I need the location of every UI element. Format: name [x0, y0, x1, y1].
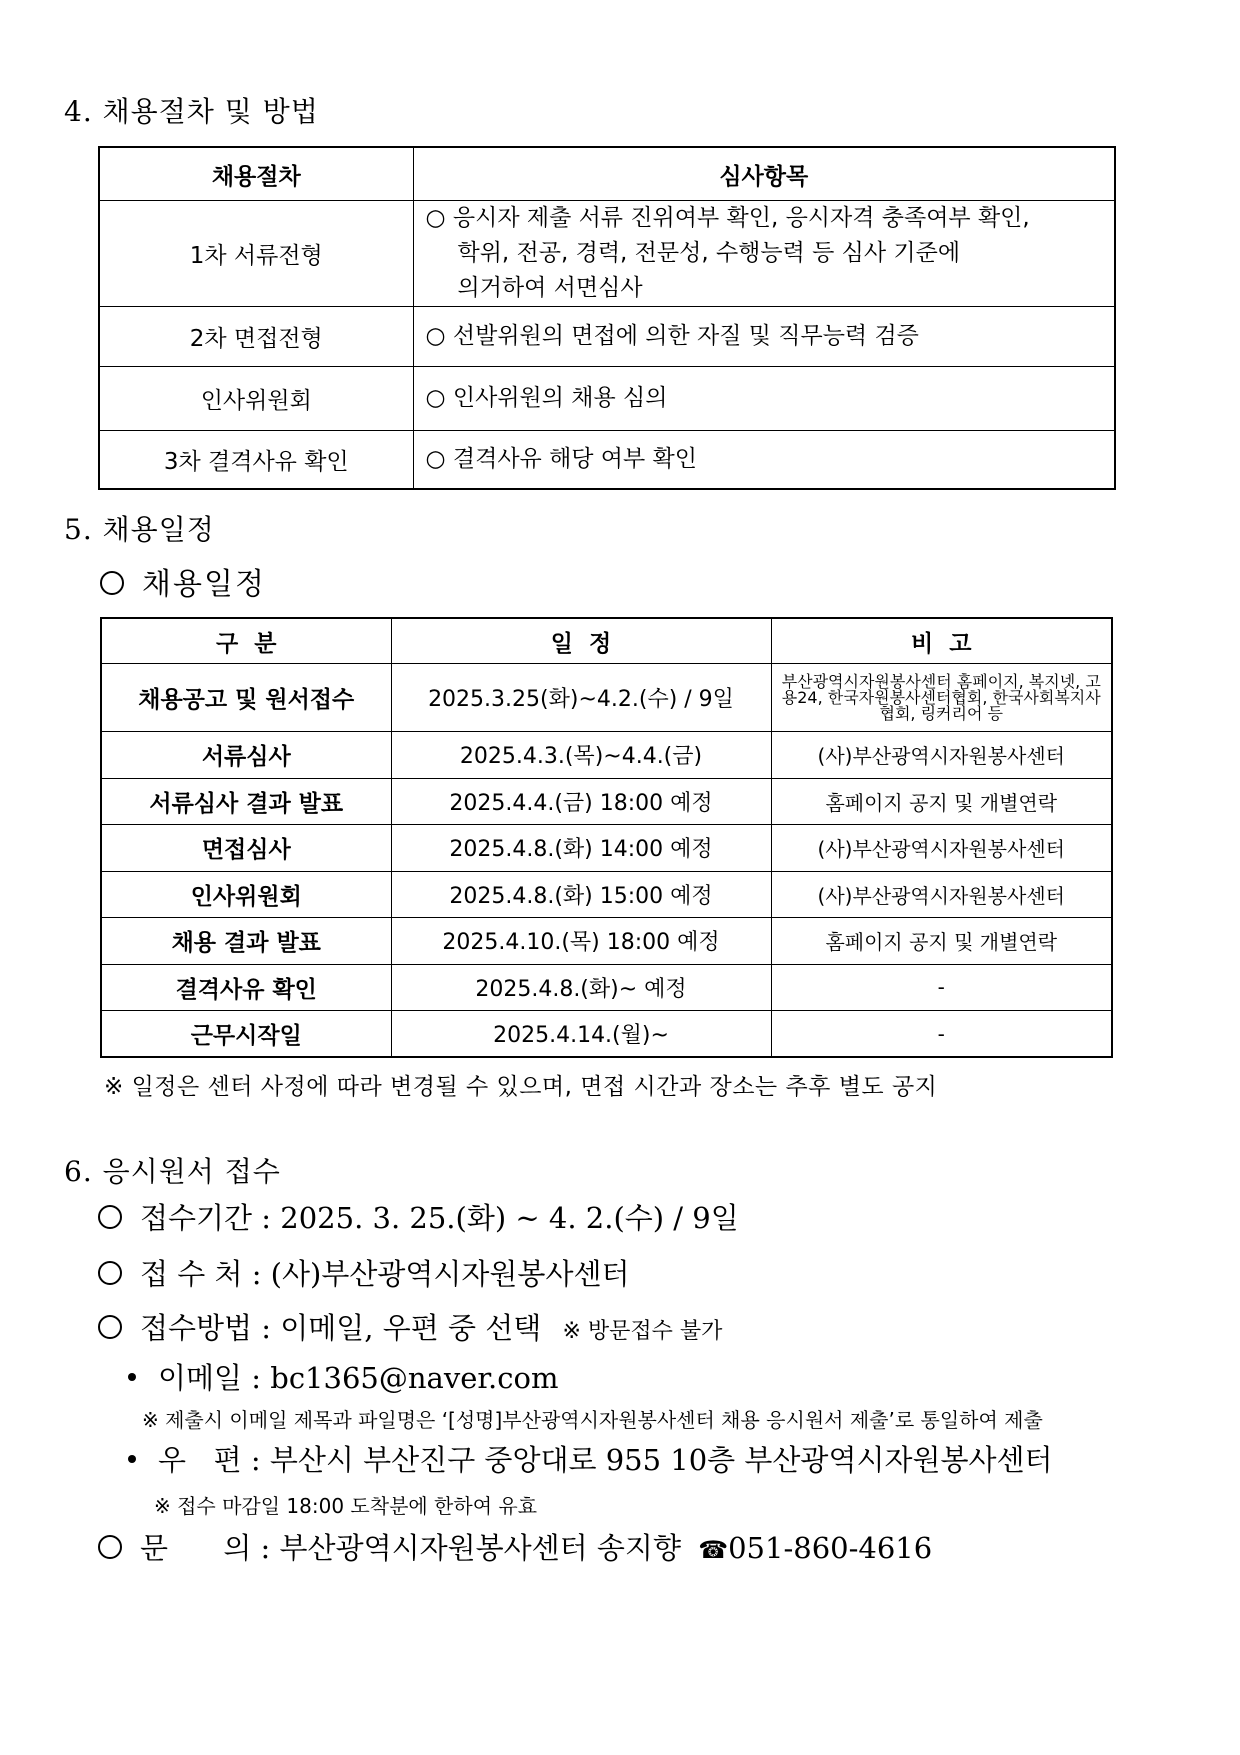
note-cell: (사)부산광역시자원봉사센터 [771, 871, 1112, 918]
receipt-place-line [98, 1252, 629, 1293]
section-6-title: 6. 응시원서 접수 [64, 1155, 281, 1188]
receipt-place: 접 수 처 : (사)부산광역시자원봉사센터 [140, 1257, 630, 1291]
table-row [101, 918, 1112, 965]
items-cell: ○ 결격사유 해당 여부 확인 [413, 431, 1115, 489]
table-row [99, 307, 1115, 367]
header-remarks: 비 고 [771, 618, 1112, 664]
note-cell: (사)부산광역시자원봉사센터 [771, 732, 1112, 779]
email-note: ※ 제출시 이메일 제목과 파일명은 ‘[성명]부산광역시자원봉사센터 채용 응시원서 제출’로 통일하여 제출 [142, 1408, 1043, 1432]
receipt-method-note: ※ 방문접수 불가 [562, 1319, 723, 1344]
table-row [101, 1011, 1112, 1058]
note-cell: 부산광역시자원봉사센터 홈페이지, 복지넷, 고용24, 한국자원봉사센터협회, 한국사회복지사협회, 링커리어 등 [771, 664, 1112, 732]
step-cell: 서류심사 [101, 732, 391, 779]
table-row [99, 201, 1115, 307]
circle-bullet-icon [98, 1535, 122, 1559]
date-cell: 2025.4.8.(화)~ 예정 [391, 964, 771, 1011]
table-row [99, 367, 1115, 431]
step-cell: 인사위원회 [101, 871, 391, 918]
date-cell: 2025.3.25(화)~4.2.(수) / 9일 [391, 664, 771, 732]
table-row [101, 871, 1112, 918]
receipt-method: 접수방법 : 이메일, 우편 중 선택 [140, 1311, 542, 1345]
bullet-dot-icon [128, 1455, 136, 1463]
receipt-period: 접수기간 : 2025. 3. 25.(화) ~ 4. 2.(수) / 9일 [140, 1201, 739, 1235]
date-cell: 2025.4.10.(목) 18:00 예정 [391, 918, 771, 965]
note-cell: - [771, 964, 1112, 1011]
header-items: 심사항목 [413, 147, 1115, 201]
section-5-title: 5. 채용일정 [64, 513, 215, 546]
bullet-dot-icon [128, 1373, 136, 1381]
schedule-table [100, 617, 1113, 1058]
procedure-cell: 2차 면접전형 [99, 307, 413, 367]
item-line: 의거하여 서면심사 [457, 275, 643, 301]
circle-bullet-icon [100, 571, 124, 595]
section-4-title: 4. 채용절차 및 방법 [64, 95, 319, 128]
receipt-method-line [98, 1306, 722, 1347]
date-cell: 2025.4.8.(화) 14:00 예정 [391, 825, 771, 872]
items-cell: ○ 선발위원의 면접에 의한 자질 및 직무능력 검증 [413, 307, 1115, 367]
inquiry-phone: 051-860-4616 [728, 1531, 933, 1565]
header-procedure: 채용절차 [99, 147, 413, 201]
note-cell: - [771, 1011, 1112, 1058]
procedure-table [98, 146, 1116, 490]
post-address: 우 편 : 부산시 부산진구 중앙대로 955 10층 부산광역시자원봉사센터 [158, 1443, 1053, 1477]
circle-bullet-icon [98, 1205, 122, 1229]
items-cell [413, 201, 1115, 307]
date-cell: 2025.4.14.(월)~ [391, 1011, 771, 1058]
table-row [101, 964, 1112, 1011]
header-category: 구 분 [101, 618, 391, 664]
circle-bullet-icon [98, 1261, 122, 1285]
email-line [128, 1356, 558, 1397]
procedure-cell: 1차 서류전형 [99, 201, 413, 307]
table-row [101, 825, 1112, 872]
step-cell: 근무시작일 [101, 1011, 391, 1058]
post-line [128, 1438, 1053, 1479]
step-cell: 서류심사 결과 발표 [101, 778, 391, 825]
items-cell: ○ 인사위원의 채용 심의 [413, 367, 1115, 431]
item-line: ○ 응시자 제출 서류 진위여부 확인, 응시자격 충족여부 확인, [425, 205, 1030, 231]
date-cell: 2025.4.8.(화) 15:00 예정 [391, 871, 771, 918]
post-note: ※ 접수 마감일 18:00 도착분에 한하여 유효 [154, 1494, 538, 1518]
table-row [99, 431, 1115, 489]
inquiry-line [98, 1526, 932, 1567]
step-cell: 채용 결과 발표 [101, 918, 391, 965]
schedule-subtitle: 채용일정 [142, 567, 266, 602]
date-cell: 2025.4.4.(금) 18:00 예정 [391, 778, 771, 825]
date-cell: 2025.4.3.(목)~4.4.(금) [391, 732, 771, 779]
table-row [101, 778, 1112, 825]
telephone-icon: ☎ [698, 1536, 729, 1564]
table-row [101, 664, 1112, 732]
step-cell: 결격사유 확인 [101, 964, 391, 1011]
procedure-cell: 3차 결격사유 확인 [99, 431, 413, 489]
table-row [101, 732, 1112, 779]
item-line: 학위, 전공, 경력, 전문성, 수행능력 등 심사 기준에 [457, 240, 961, 266]
step-cell: 면접심사 [101, 825, 391, 872]
step-cell: 채용공고 및 원서접수 [101, 664, 391, 732]
note-cell: (사)부산광역시자원봉사센터 [771, 825, 1112, 872]
schedule-subtitle-line [100, 559, 266, 603]
schedule-footnote: ※ 일정은 센터 사정에 따라 변경될 수 있으며, 면접 시간과 장소는 추후 별도 공지 [104, 1074, 938, 1100]
note-cell: 홈페이지 공지 및 개별연락 [771, 778, 1112, 825]
note-cell: 홈페이지 공지 및 개별연락 [771, 918, 1112, 965]
receipt-period-line [98, 1196, 739, 1237]
inquiry-contact: 문 의 : 부산광역시자원봉사센터 송지향 [140, 1531, 681, 1565]
procedure-cell: 인사위원회 [99, 367, 413, 431]
circle-bullet-icon [98, 1315, 122, 1339]
email-address: 이메일 : bc1365@naver.com [158, 1361, 559, 1395]
header-schedule: 일 정 [391, 618, 771, 664]
